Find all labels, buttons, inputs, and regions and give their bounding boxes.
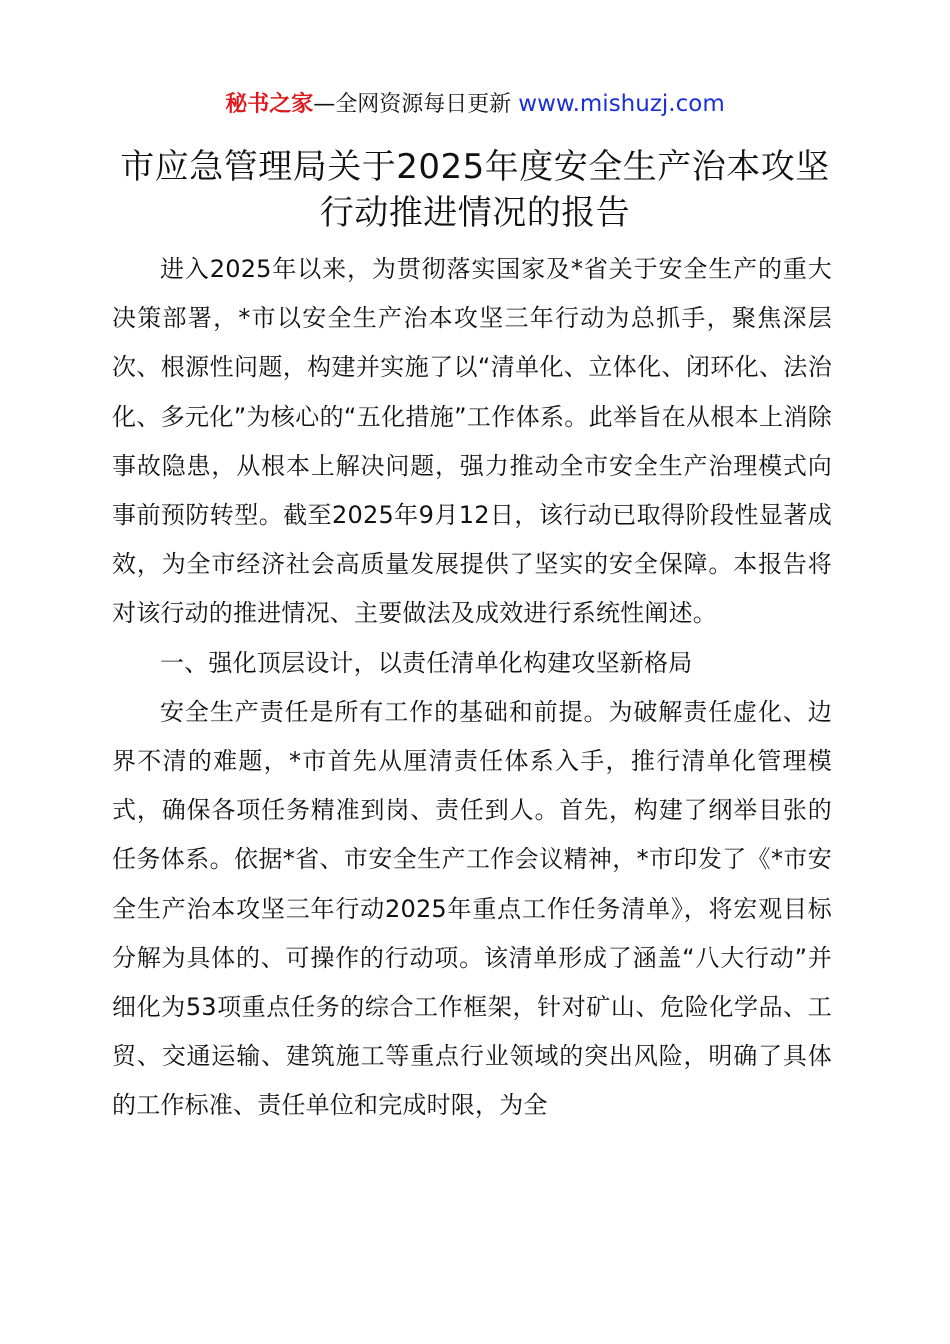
site-tagline: —全网资源每日更新 xyxy=(313,92,519,117)
site-brand: 秘书之家 xyxy=(225,92,314,117)
site-url-link[interactable]: www.mishuzj.com xyxy=(518,91,725,117)
section-heading: 一、强化顶层设计，以责任清单化构建攻坚新格局 xyxy=(160,648,693,677)
site-header xyxy=(0,86,950,123)
document-title: 市应急管理局关于2025年度安全生产治本攻坚行动推进情况的报告 xyxy=(120,147,830,233)
body-paragraph: 安全生产责任是所有工作的基础和前提。为破解责任虚化、边界不清的难题，*市首先从厘清责任体系入手，推行清单化管理模式，确保各项任务精准到岗、责任到人。首先，构建了纲举目张的任务体系。依据*省、市安全生产工作会议精神，*市印发了《*市安全生产治本攻坚三年行动2025年重点工作任务清单》，将宏观目标分解为具体的、可操作的行动项。该清单形成了涵盖“八大行动”并细化为53项重点任务的综合工作框架，针对矿山、危险化学品、工贸、交通运输、建筑施工等重点行业领域的突出风险，明确了具体的工作标准、责任单位和完成时限，为全 xyxy=(112,697,832,1120)
intro-paragraph: 进入2025年以来，为贯彻落实国家及*省关于安全生产的重大决策部署，*市以安全生产治本攻坚三年行动为总抓手，聚焦深层次、根源性问题，构建并实施了以“清单化、立体化、闭环化、法治化、多元化”为核心的“五化措施”工作体系。此举旨在从根本上消除事故隐患，从根本上解决问题，强力推动全市安全生产治理模式向事前预防转型。截至2025年9月12日，该行动已取得阶段性显著成效，为全市经济社会高质量发展提供了坚实的安全保障。本报告将对该行动的推进情况、主要做法及成效进行系统性阐述。 xyxy=(112,255,832,628)
document-body xyxy=(112,245,832,1131)
